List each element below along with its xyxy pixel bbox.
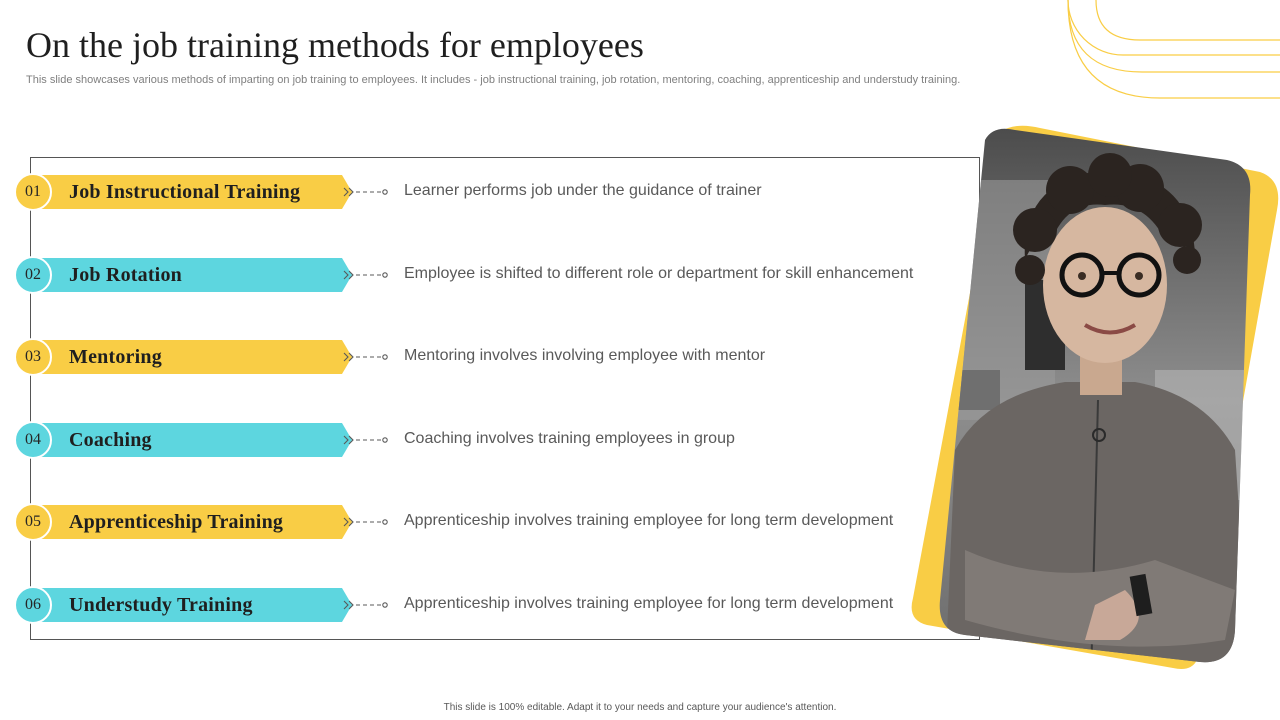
method-label: Understudy Training — [69, 594, 253, 616]
method-row — [14, 255, 944, 295]
method-number: 01 — [14, 173, 52, 211]
method-number: 05 — [14, 503, 52, 541]
method-row — [14, 337, 944, 377]
method-number: 03 — [14, 338, 52, 376]
double-chevron-dashed-arrow-icon — [342, 597, 392, 613]
decorative-arcs — [1060, 0, 1280, 105]
double-chevron-dashed-arrow-icon — [342, 349, 392, 365]
method-number: 04 — [14, 421, 52, 459]
method-description: Coaching involves training employees in group — [404, 430, 735, 447]
method-label: Mentoring — [69, 346, 162, 368]
method-description: Employee is shifted to different role or department for skill enhancement — [404, 265, 914, 282]
method-row — [14, 585, 944, 625]
method-description: Mentoring involves involving employee with mentor — [404, 347, 766, 364]
double-chevron-dashed-arrow-icon — [342, 514, 392, 530]
methods-frame — [30, 157, 980, 640]
double-chevron-dashed-arrow-icon — [342, 267, 392, 283]
photo-illustration — [905, 120, 1280, 680]
method-label: Job Instructional Training — [69, 181, 301, 203]
page-subtitle: This slide showcases various methods of imparting on job training to employees. It includes - job instructional training, job rotation, mentoring, coaching, apprenticeship and understudy training. — [26, 74, 961, 86]
double-chevron-dashed-arrow-icon — [342, 432, 392, 448]
method-number: 02 — [14, 256, 52, 294]
method-label: Coaching — [69, 429, 152, 451]
method-description: Learner performs job under the guidance of trainer — [404, 182, 762, 199]
method-row — [14, 420, 944, 460]
woman-with-glasses-photo — [905, 120, 1280, 680]
method-row — [14, 502, 944, 542]
method-description: Apprenticeship involves training employee for long term development — [404, 512, 894, 529]
method-row — [14, 172, 944, 212]
double-chevron-dashed-arrow-icon — [342, 184, 392, 200]
method-description: Apprenticeship involves training employee for long term development — [404, 595, 894, 612]
method-number: 06 — [14, 586, 52, 624]
method-label: Job Rotation — [69, 264, 182, 286]
page-title: On the job training methods for employees — [26, 25, 644, 65]
page-footer: This slide is 100% editable. Adapt it to your needs and capture your audience's attention. — [443, 702, 837, 713]
method-label: Apprenticeship Training — [69, 511, 284, 533]
